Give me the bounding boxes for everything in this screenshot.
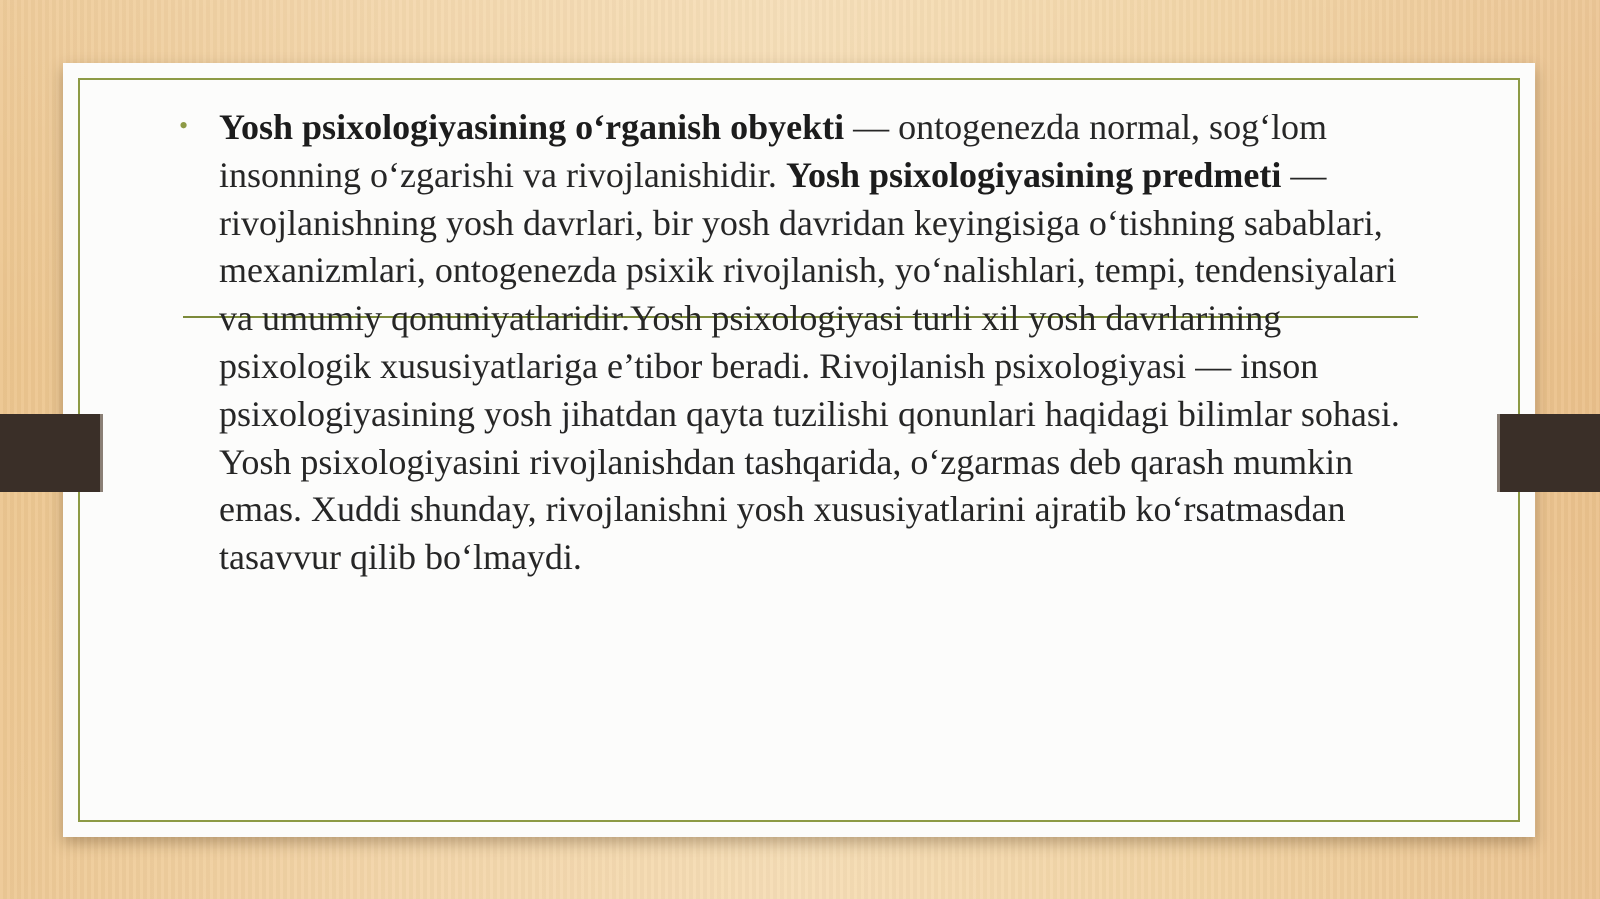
definition-object: — ontogenezda normal, sog‘lom insonning o‘zgarishi va rivojlanishidir. [219,107,1328,195]
definition-subject: — rivojlanishning yosh davrlari, bir yosh davridan keyingisiga o‘tishning sabablari, mexanizmlari, ontogenezda psixik rivojlanish, yo‘nalishlari, tempi, tendensiyalari va umumiy qonuniyatlaridir.Yosh psixologiyasi turli xil yosh davrlarining psixologik xususiyatlariga e’tibor beradi. Rivojlanish psixologiyasi — inson psixologiyasining yosh jihatdan qayta tuzilishi qonunlari haqidagi bilimlar sohasi. Yosh psixologiyasini rivojlanishdan tashqarida, o‘zgarmas deb qarash mumkin emas. Xuddi shunday, rivojlanishni yosh xususiyatlarini ajratib ko‘rsatmasdan tasavvur qilib bo‘lmaydi. [219,154,1400,578]
right-decorative-tab [1497,414,1600,492]
slide-body-text [219,104,1419,582]
term-object-bold: Yosh psixologiyasining o‘rganish obyekti [219,107,845,147]
bullet-icon: • [179,111,189,140]
left-decorative-tab [0,414,103,492]
term-subject-bold: Yosh psixologiyasining predmeti [785,154,1282,195]
